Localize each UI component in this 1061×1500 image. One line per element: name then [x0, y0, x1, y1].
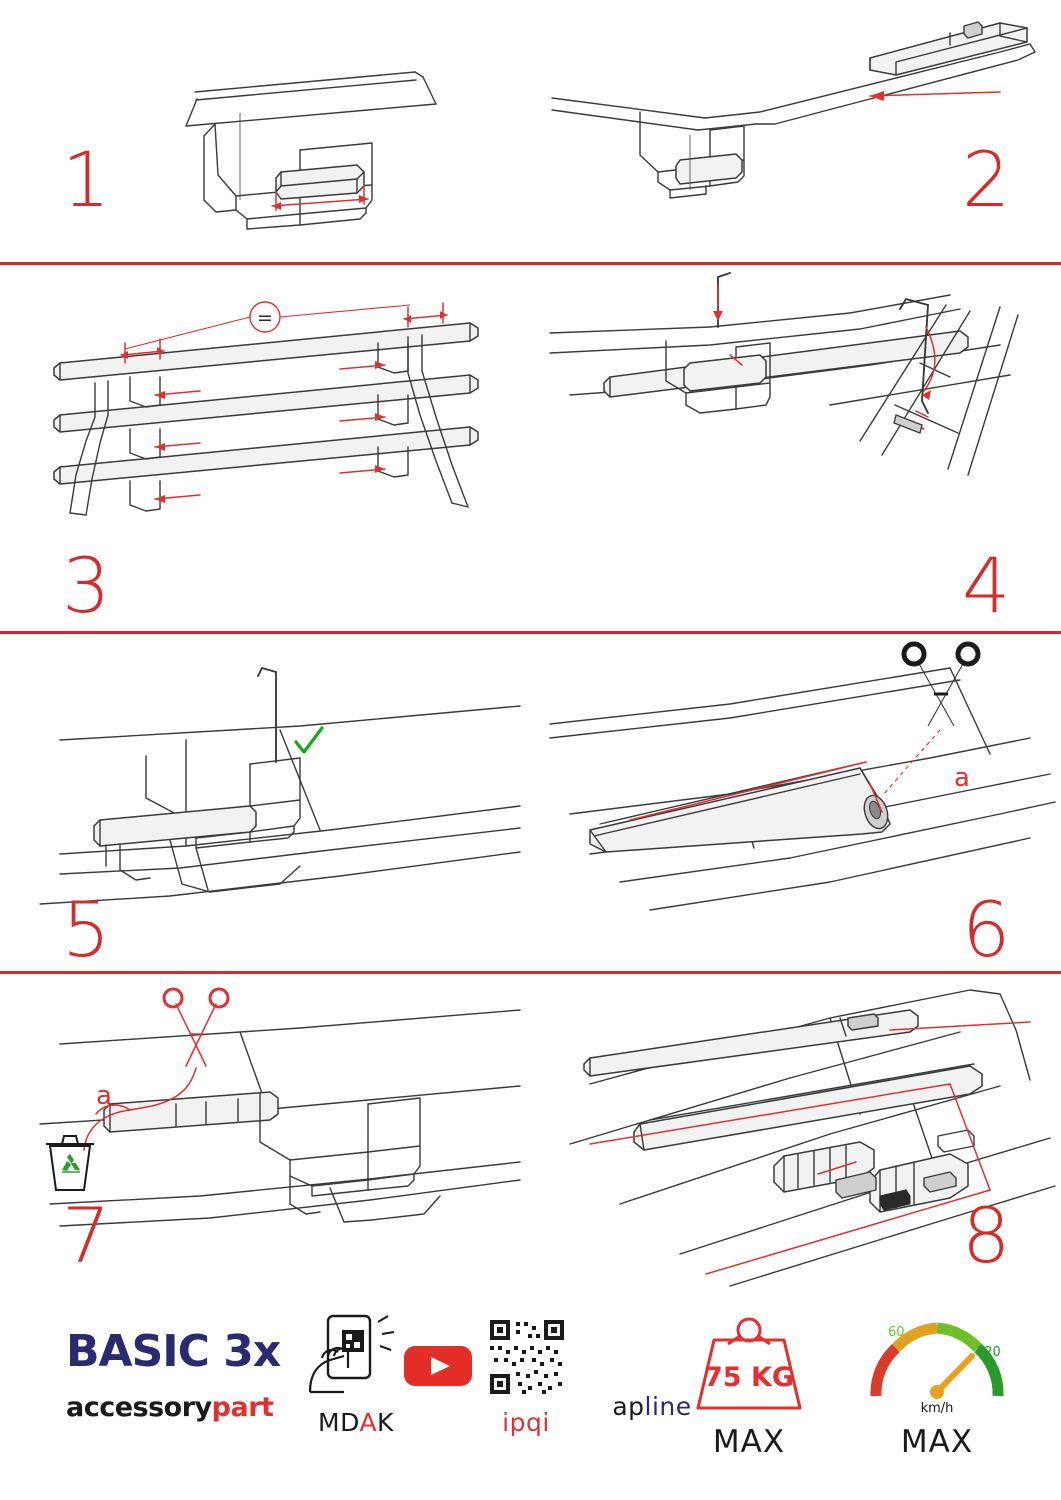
step-7-number: 7	[62, 1191, 109, 1280]
speed-tick-high: 120	[976, 1345, 1001, 1360]
speed-max-label: MAX	[900, 1424, 974, 1460]
logo-mdak-caption	[292, 1408, 420, 1437]
qr-code-icon[interactable]	[478, 1312, 598, 1400]
recycle-bin-icon	[46, 1136, 94, 1190]
logo-mdak-caption-v: A	[359, 1408, 378, 1437]
brand-subtitle-part-2: part	[211, 1392, 274, 1423]
step-7-panel	[0, 974, 530, 1290]
brand-subtitle-part-1: accessory	[66, 1392, 212, 1423]
logo-apline-caption-a: ap	[612, 1392, 645, 1421]
logo-mdak-caption-b: K	[377, 1408, 394, 1437]
footer	[0, 1290, 1061, 1500]
step-3-number: 3	[62, 541, 109, 630]
scissors-icon	[904, 644, 978, 726]
step-5-number: 5	[62, 885, 109, 971]
scissors-icon-step7	[164, 989, 228, 1066]
youtube-play-icon[interactable]	[398, 1338, 478, 1394]
weight-icon	[664, 1300, 834, 1420]
step-4-panel	[530, 265, 1061, 631]
equal-symbol: =	[257, 307, 273, 329]
weight-max-label: MAX	[712, 1424, 786, 1460]
step-4-number: 4	[962, 541, 1009, 630]
step-1-number: 1	[62, 135, 109, 224]
speed-limit-block	[852, 1300, 1022, 1460]
speed-tick-low: 60	[888, 1325, 905, 1340]
label-a-step7: a	[96, 1081, 112, 1111]
brand-title: BASIC 3x	[66, 1326, 281, 1377]
step-6-panel	[530, 634, 1061, 971]
speed-unit: km/h	[920, 1401, 954, 1416]
logo-youtube[interactable]	[398, 1338, 478, 1394]
step-3-panel	[0, 265, 530, 631]
step-2-panel	[530, 0, 1061, 262]
step-6-number: 6	[962, 885, 1009, 971]
step-8-number: 8	[962, 1191, 1009, 1280]
logo-apline-caption-b: line	[644, 1392, 692, 1421]
step-1-panel	[0, 0, 530, 262]
step-2-number: 2	[962, 135, 1009, 224]
step-8-panel	[530, 974, 1061, 1290]
logo-ipqi[interactable]	[478, 1312, 598, 1437]
step-5-panel	[0, 634, 530, 971]
speedometer-icon	[852, 1300, 1022, 1420]
weight-value: 75 KG	[703, 1362, 795, 1393]
brand-block	[66, 1326, 296, 1423]
logo-mdak-caption-a: MD	[318, 1408, 360, 1437]
weight-limit-block	[664, 1300, 834, 1460]
label-a-step6: a	[954, 763, 970, 793]
brand-subtitle	[66, 1394, 296, 1421]
logo-ipqi-caption: ipqi	[502, 1408, 550, 1437]
